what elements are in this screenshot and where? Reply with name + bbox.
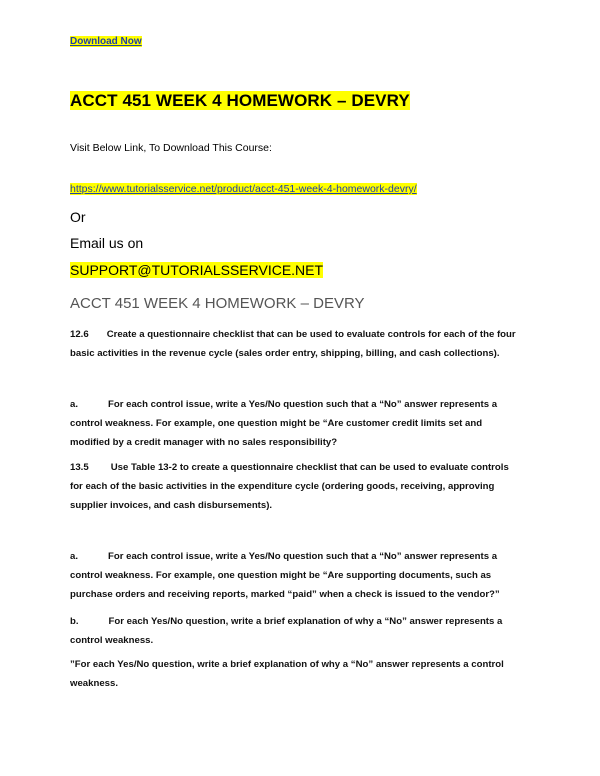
visit-instruction: Visit Below Link, To Download This Course: [70,142,272,154]
section-subtitle: ACCT 451 WEEK 4 HOMEWORK – DEVRY [70,295,365,312]
course-url-link[interactable] [70,183,417,195]
support-email[interactable] [70,262,323,278]
question-13-5: 13.5 Use Table 13-2 to create a questionnaire checklist that can be used to evaluate controls for each of the basic activities in the expenditure cycle (ordering goods, receiving, approving supplier invoices, and cash disbursements). [70,462,509,511]
question-12-6: 12.6 Create a questionnaire checklist that can be used to evaluate controls for each of the four basic activities in the revenue cycle (sales order entry, shipping, billing, and cash collections). [70,329,516,359]
question-12-6-a: a. For each control issue, write a Yes/No question such that a “No” answer represents a control weakness. For example, one question might be “Are customer credit limits set and modified by a credit manager with no sales responsibility? [70,399,498,448]
question-13-5-b: b. For each Yes/No question, write a brief explanation of why a “No” answer represents a control weakness. [70,616,503,646]
support-email-label[interactable]: SUPPORT@TUTORIALSSERVICE.NET [70,262,324,278]
page-title: ACCT 451 WEEK 4 HOMEWORK – DEVRY [70,91,410,110]
download-now-link[interactable] [70,36,142,47]
question-extra: ”For each Yes/No question, write a brief explanation of why a “No” answer represents a control weakness. [70,659,504,689]
or-text: Or [70,209,86,225]
course-url-label[interactable]: https://www.tutorialsservice.net/product/acct-451-week-4-homework-devry/ [70,183,417,195]
email-us-text: Email us on [70,235,144,251]
download-now-label[interactable]: Download Now [70,36,142,47]
question-13-5-a: a. For each control issue, write a Yes/No question such that a “No” answer represents a control weakness. For example, one question might be “Are supporting documents, such as purchase orders and receiving reports, marked “paid” when a check is issued to the vendor?” [70,551,500,600]
